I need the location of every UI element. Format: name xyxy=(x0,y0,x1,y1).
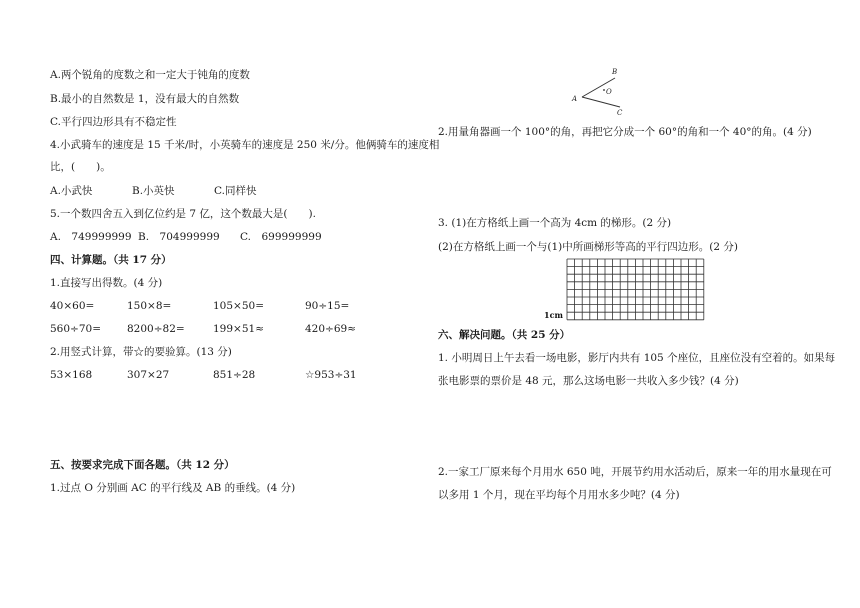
point-o xyxy=(603,89,605,91)
grid-scale-label: 1cm xyxy=(544,310,563,320)
q5-option-c: C. 699999999 xyxy=(240,231,322,243)
calc-cell: 420÷69≈ xyxy=(305,323,356,335)
q4-text-line2: 比，( )。 xyxy=(50,161,111,173)
calc-cell: 560÷70= xyxy=(50,323,101,335)
q5-option-a: A. 749999999 xyxy=(50,231,132,243)
angle-label-o: O xyxy=(606,88,612,96)
s4-q2-text: 2.用竖式计算，带☆的要验算。(13 分) xyxy=(50,346,232,358)
q3-option-c: C.平行四边形具有不稳定性 xyxy=(50,116,177,128)
s4-q1-text: 1.直接写出得数。(4 分) xyxy=(50,277,163,289)
s5-q3-part1: 3. (1)在方格纸上画一个高为 4cm 的梯形。(2 分) xyxy=(438,217,672,229)
s5-q1-text: 1.过点 O 分别画 AC 的平行线及 AB 的垂线。(4 分) xyxy=(50,482,296,494)
section4-title: 四、计算题。（共 17 分） xyxy=(50,254,172,266)
s6-q2-line2: 以多用 1 个月，现在平均每个月用水多少吨？(4 分) xyxy=(438,489,680,501)
q5-option-b: B. 704999999 xyxy=(138,231,220,243)
angle-label-c: C xyxy=(617,109,623,116)
s6-q2-line1: 2.一家工厂原来每个月用水 650 吨，开展节约用水活动后，原来一年的用水量现在可 xyxy=(438,466,832,478)
vertical-calc-item: 307×27 xyxy=(127,369,170,381)
calc-cell: 105×50= xyxy=(213,300,264,312)
angle-figure xyxy=(568,66,638,116)
calc-cell: 90÷15= xyxy=(305,300,350,312)
calc-cell: 40×60= xyxy=(50,300,95,312)
vertical-calc-item: 851÷28 xyxy=(213,369,256,381)
calc-cell: 199×51≈ xyxy=(213,323,264,335)
q4-text-line1: 4.小武骑车的速度是 15 千米/时，小英骑车的速度是 250 米/分。他俩骑车的速度相 xyxy=(50,139,440,151)
angle-label-b: B xyxy=(612,68,618,76)
q3-option-b: B.最小的自然数是 1，没有最大的自然数 xyxy=(50,93,240,105)
s5-q2-text: 2.用量角器画一个 100°的角，再把它分成一个 60°的角和一个 40°的角。(4 分) xyxy=(438,126,812,138)
q5-text: 5.一个数四舍五入到亿位约是 7 亿，这个数最大是( ). xyxy=(50,208,316,220)
q3-option-a: A.两个锐角的度数之和一定大于钝角的度数 xyxy=(50,69,250,81)
vertical-calc-item: 53×168 xyxy=(50,369,93,381)
s5-q3-part2: (2)在方格纸上画一个与(1)中所画梯形等高的平行四边形。(2 分) xyxy=(438,241,738,253)
q4-option-b: B.小英快 xyxy=(132,185,175,197)
s6-q1-line2: 张电影票的票价是 48 元，那么这场电影一共收入多少钱？(4 分) xyxy=(438,375,739,387)
grid-paper xyxy=(544,255,714,325)
angle-label-a: A xyxy=(572,95,578,103)
q4-option-a: A.小武快 xyxy=(50,185,93,197)
section6-title: 六、解决问题。（共 25 分） xyxy=(438,329,571,341)
calc-cell: 8200÷82= xyxy=(127,323,185,335)
q4-option-c: C.同样快 xyxy=(214,185,257,197)
vertical-calc-item: ☆953÷31 xyxy=(305,369,357,381)
section5-title: 五、按要求完成下面各题。（共 12 分） xyxy=(50,459,235,471)
calc-cell: 150×8= xyxy=(127,300,172,312)
s6-q1-line1: 1. 小明周日上午去看一场电影，影厅内共有 105 个座位，且座位没有空着的。如果每 xyxy=(438,352,836,364)
